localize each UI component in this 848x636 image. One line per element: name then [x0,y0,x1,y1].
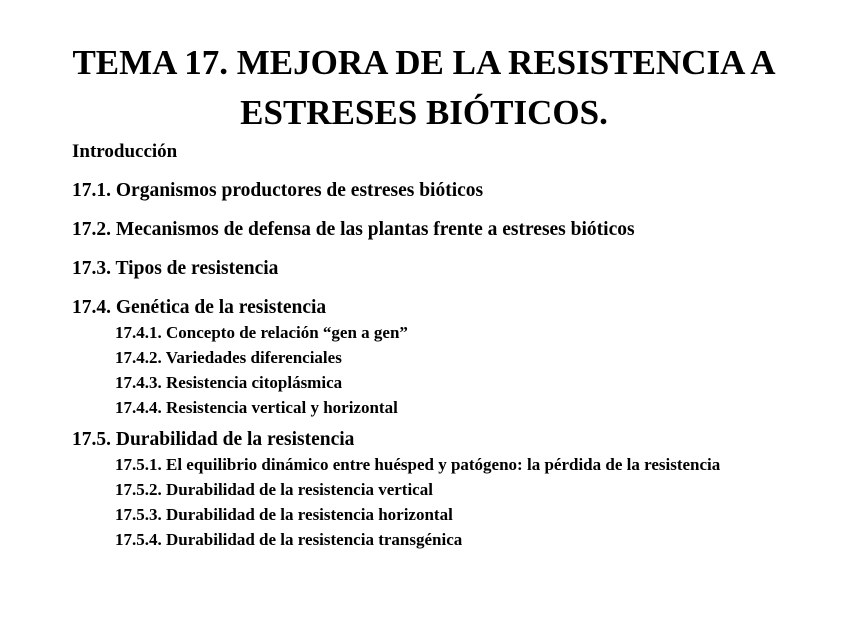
toc-subsections-17-5 [72,452,812,552]
toc-subsection-17-5-3: 17.5.3. Durabilidad de la resistencia horizontal [115,505,453,524]
toc-subsection-17-5-4: 17.5.4. Durabilidad de la resistencia transgénica [115,530,463,549]
toc-subsection-17-4-1: 17.4.1. Concepto de relación “gen a gen” [115,323,408,342]
toc-section-17-4: 17.4. Genética de la resistencia [72,297,327,318]
toc-section-17-1: 17.1. Organismos productores de estreses bióticos [72,180,484,201]
title-line-2: ESTRESES BIÓTICOS. [240,93,608,132]
toc-subsection-17-4-3: 17.4.3. Resistencia citoplásmica [115,373,343,392]
toc-subsection-17-5-1: 17.5.1. El equilibrio dinámico entre huésped y patógeno: la pérdida de la resistencia [115,455,721,474]
toc-intro: Introducción [72,141,178,162]
toc-subsection-17-5-2: 17.5.2. Durabilidad de la resistencia vertical [115,480,433,499]
page-title [20,38,828,138]
toc-section-17-2: 17.2. Mecanismos de defensa de las plantas frente a estreses bióticos [72,219,635,240]
table-of-contents [72,140,812,560]
toc-subsection-17-4-4: 17.4.4. Resistencia vertical y horizontal [115,398,398,417]
toc-subsection-17-4-2: 17.4.2. Variedades diferenciales [115,348,342,367]
toc-section-17-5: 17.5. Durabilidad de la resistencia [72,429,355,450]
toc-subsections-17-4 [72,320,812,420]
toc-section-17-3: 17.3. Tipos de resistencia [72,258,279,279]
title-line-1: TEMA 17. MEJORA DE LA RESISTENCIA A [72,43,776,82]
